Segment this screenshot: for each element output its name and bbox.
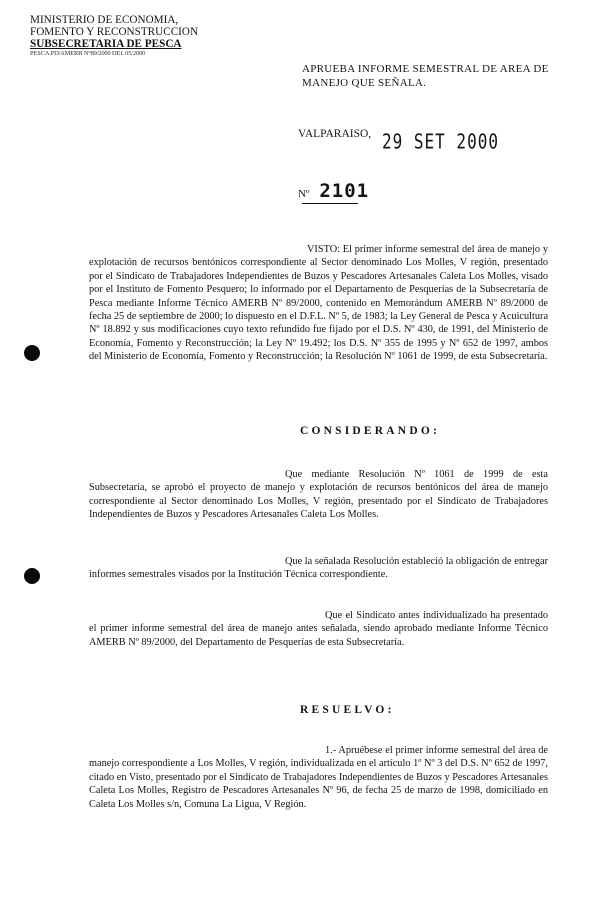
considerando-paragraph-1: Que mediante Resolución Nº 1061 de 1999 de esta Subsecretaría, se aprobó el proyecto de manejo y explotación de recursos bentónicos del área de manejo correspondiente al Sector denominado Los Molles, V región, presentado por el Sindicato de Trabajadores Independientes de Buzos y Pescadores Artesanales Caleta Los Molles. — [89, 469, 548, 521]
number-prefix: Nº — [298, 188, 310, 200]
considerando-paragraph-2: Que la señalada Resolución estableció la obligación de entregar informes semestrales visados por la Institución Técnica correspondiente. — [89, 556, 548, 581]
resolution-number: 2101 — [319, 180, 370, 202]
considerando-paragraph-3: Que el Sindicato antes individualizado ha presentado el primer informe semestral del área de manejo antes señalada, siendo aprobado mediante Informe Técnico AMERB Nº 89/2000, del Departamento de Pesquerías de esta Subsecretaría. — [89, 610, 548, 648]
number-underline — [302, 203, 358, 204]
resolution-subject: APRUEBA INFORME SEMESTRAL DE AREA DE MANEJO QUE SEÑALA. — [302, 63, 549, 89]
resuelvo-heading: RESUELVO: — [300, 704, 395, 716]
reference-code: PESCA.PD/AMERB N°89/2000 DEL 05/2000 — [30, 50, 146, 57]
binder-hole-top — [24, 345, 40, 361]
place-label: VALPARAISO, — [298, 128, 372, 140]
considerando-heading: CONSIDERANDO: — [300, 425, 440, 437]
undersecretariat-name: SUBSECRETARIA DE PESCA — [30, 38, 182, 50]
date-stamp: 29 SET 2000 — [382, 129, 499, 154]
letterhead — [30, 14, 220, 58]
ministry-line-1: MINISTERIO DE ECONOMIA, — [30, 14, 179, 26]
resuelvo-item-1: 1.- Apruébese el primer informe semestral del área de manejo correspondiente a Los Molles, V región, individualizada en el artículo 1º Nº 3 del D.S. Nº 652 de 1997, citado en Visto, presentado por el Sindicato de Trabajadores Independientes de Buzos y Pescadores Artesanales Caleta Los Molles, Registro de Pescadores Artesanales Nº 96, de fecha 25 de marzo de 1998, domiciliado en Caleta Los Molles s/n, Comuna La Ligua, V Región. — [89, 745, 548, 810]
ministry-line-2: FOMENTO Y RECONSTRUCCION — [30, 26, 199, 38]
resolution-number-line — [298, 180, 369, 202]
visto-paragraph: VISTO: El primer informe semestral del área de manejo y explotación de recursos bentónicos correspondiente al Sector denominado Los Molles, V región, presentado por el Sindicato de Trabajadores Independientes de Buzos y Pescadores Artesanales Caleta Los Molles, visado por el Instituto de Fomento Pesquero; lo informado por el Departamento de Pesquerías de la Subsecretaría de Pesca mediante Informe Técnico AMERB Nº 89/2000, contenido en Memorándum AMERB Nº 89/2000 de fecha 25 de septiembre de 2000; lo dispuesto en el D.F.L. Nº 5, de 1983; la Ley General de Pesca y Acuicultura Nº 18.892 y sus modificaciones cuyo texto refundido fue fijado por el D.S. Nº 430, de 1991, del Ministerio de Economía, Fomento y Reconstrucción; la Ley Nº 19.492; los D.S. Nº 355 de 1995 y Nº 652 de 1997, ambos del Ministerio de Economía, Fomento y Reconstrucción; la Resolución Nº 1061 de 1999, de esta Subsecretaría. — [89, 244, 549, 363]
binder-hole-bottom — [24, 568, 40, 584]
